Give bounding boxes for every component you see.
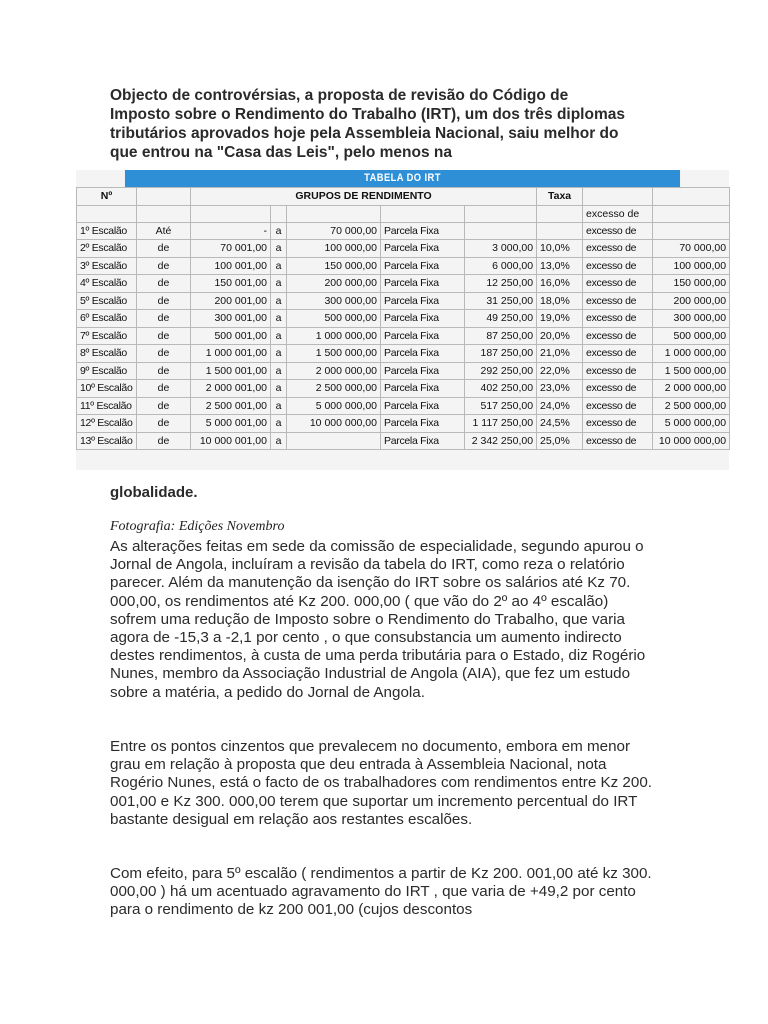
row-excess-value: 10 000 000,00 <box>653 432 730 450</box>
row-a: a <box>271 275 287 293</box>
row-rate <box>537 222 583 240</box>
row-excess-value: 150 000,00 <box>653 275 730 293</box>
row-prep: Até <box>137 222 191 240</box>
row-parcela-value: 292 250,00 <box>465 362 537 380</box>
row-a: a <box>271 362 287 380</box>
row-from: 10 000 001,00 <box>191 432 271 450</box>
row-rate: 19,0% <box>537 310 583 328</box>
row-excess-label: excesso de <box>583 292 653 310</box>
header-no: Nº <box>77 188 137 206</box>
row-from: 150 001,00 <box>191 275 271 293</box>
row-a: a <box>271 240 287 258</box>
row-from: 2 500 001,00 <box>191 397 271 415</box>
row-parcela-fixa: Parcela Fixa <box>381 345 465 363</box>
row-excess-value: 2 500 000,00 <box>653 397 730 415</box>
row-excess-value: 1 500 000,00 <box>653 362 730 380</box>
row-excess-label: excesso de <box>583 327 653 345</box>
row-escalao: 7º Escalão <box>77 327 137 345</box>
row-rate: 16,0% <box>537 275 583 293</box>
table-row <box>77 432 730 450</box>
row-from: 2 000 001,00 <box>191 380 271 398</box>
row-prep: de <box>137 257 191 275</box>
blank-row-excess: excesso de <box>583 205 653 222</box>
row-excess-value: 5 000 000,00 <box>653 415 730 433</box>
row-escalao: 9º Escalão <box>77 362 137 380</box>
row-excess-value <box>653 222 730 240</box>
row-from: 5 000 001,00 <box>191 415 271 433</box>
row-excess-label: excesso de <box>583 415 653 433</box>
row-from: 200 001,00 <box>191 292 271 310</box>
table-blank-row <box>77 205 730 222</box>
row-rate: 25,0% <box>537 432 583 450</box>
row-from: 70 001,00 <box>191 240 271 258</box>
row-from: 100 001,00 <box>191 257 271 275</box>
row-to: 300 000,00 <box>287 292 381 310</box>
row-parcela-fixa: Parcela Fixa <box>381 257 465 275</box>
row-parcela-fixa: Parcela Fixa <box>381 292 465 310</box>
article-headline: Objecto de controvérsias, a proposta de revisão do Código de Imposto sobre o Rendimento do Trabalho (IRT), um dos três diplomas tributários aprovados hoje pela Assembleia Nacional, saiu melhor do que entrou na "Casa das Leis", pelo menos na <box>110 87 625 161</box>
row-escalao: 3º Escalão <box>77 257 137 275</box>
row-excess-label: excesso de <box>583 380 653 398</box>
row-rate: 13,0% <box>537 257 583 275</box>
row-prep: de <box>137 275 191 293</box>
row-parcela-fixa: Parcela Fixa <box>381 380 465 398</box>
row-parcela-value <box>465 222 537 240</box>
row-parcela-value: 1 117 250,00 <box>465 415 537 433</box>
header-taxa: Taxa <box>537 188 583 206</box>
row-parcela-value: 12 250,00 <box>465 275 537 293</box>
table-row <box>77 415 730 433</box>
table-header-row <box>77 188 730 206</box>
headline-tail: globalidade. <box>110 484 198 501</box>
row-prep: de <box>137 327 191 345</box>
row-escalao: 8º Escalão <box>77 345 137 363</box>
row-parcela-fixa: Parcela Fixa <box>381 240 465 258</box>
row-a: a <box>271 292 287 310</box>
table-row <box>77 275 730 293</box>
row-to: 200 000,00 <box>287 275 381 293</box>
row-rate: 22,0% <box>537 362 583 380</box>
row-excess-value: 70 000,00 <box>653 240 730 258</box>
row-excess-value: 100 000,00 <box>653 257 730 275</box>
table-row <box>77 380 730 398</box>
row-parcela-value: 187 250,00 <box>465 345 537 363</box>
row-excess-label: excesso de <box>583 222 653 240</box>
table-row <box>77 240 730 258</box>
row-a: a <box>271 397 287 415</box>
row-excess-value: 1 000 000,00 <box>653 345 730 363</box>
table-row <box>77 345 730 363</box>
row-to: 1 000 000,00 <box>287 327 381 345</box>
table-row <box>77 222 730 240</box>
row-a: a <box>271 310 287 328</box>
paragraph: As alterações feitas em sede da comissão de especialidade, segundo apurou o Jornal de Angola, incluíram a revisão da tabela do IRT, como reza o relatório parecer. Além da manutenção da isenção do IRT sobre os salários até Kz 70. 000,00, os rendimentos até Kz 200. 000,00 ( que vão do 2º ao 4º escalão) sofrem uma redução de Imposto sobre o Rendimento do Trabalho, que varia agora de -15,3 a -2,1 por cento , o que consubstancia um aumento indirecto destes rendimentos, à custa de uma perda tributária para o Estado, diz Rogério Nunes, membro da Associação Industrial de Angola (AIA), que fez um estudo sobre a matéria, a pedido do Jornal de Angola. <box>110 538 646 701</box>
row-to <box>287 432 381 450</box>
irt-table-image <box>76 170 729 470</box>
row-excess-label: excesso de <box>583 345 653 363</box>
row-prep: de <box>137 380 191 398</box>
row-parcela-value: 3 000,00 <box>465 240 537 258</box>
row-parcela-value: 2 342 250,00 <box>465 432 537 450</box>
row-parcela-value: 6 000,00 <box>465 257 537 275</box>
row-a: a <box>271 257 287 275</box>
row-to: 150 000,00 <box>287 257 381 275</box>
row-excess-value: 300 000,00 <box>653 310 730 328</box>
irt-table <box>76 187 730 450</box>
row-from: 300 001,00 <box>191 310 271 328</box>
row-a: a <box>271 345 287 363</box>
row-excess-value: 200 000,00 <box>653 292 730 310</box>
row-escalao: 10º Escalão <box>77 380 137 398</box>
row-rate: 24,0% <box>537 397 583 415</box>
row-parcela-fixa: Parcela Fixa <box>381 432 465 450</box>
row-parcela-value: 87 250,00 <box>465 327 537 345</box>
paragraph: Com efeito, para 5º escalão ( rendimentos a partir de Kz 200. 001,00 até kz 300. 000,00 ) há um acentuado agravamento do IRT , que varia de +49,2 por cento para o rendimento de kz 200 001,00 (cujos descontos <box>110 865 652 919</box>
row-rate: 21,0% <box>537 345 583 363</box>
table-row <box>77 257 730 275</box>
table-row <box>77 310 730 328</box>
row-rate: 24,5% <box>537 415 583 433</box>
table-row <box>77 362 730 380</box>
row-escalao: 5º Escalão <box>77 292 137 310</box>
table-row <box>77 397 730 415</box>
row-parcela-fixa: Parcela Fixa <box>381 362 465 380</box>
table-row <box>77 292 730 310</box>
row-a: a <box>271 380 287 398</box>
row-from: 1 000 001,00 <box>191 345 271 363</box>
row-to: 2 000 000,00 <box>287 362 381 380</box>
row-rate: 18,0% <box>537 292 583 310</box>
row-escalao: 11º Escalão <box>77 397 137 415</box>
row-to: 10 000 000,00 <box>287 415 381 433</box>
row-parcela-value: 31 250,00 <box>465 292 537 310</box>
row-parcela-fixa: Parcela Fixa <box>381 222 465 240</box>
row-excess-value: 500 000,00 <box>653 327 730 345</box>
table-banner: TABELA DO IRT <box>125 170 680 187</box>
row-rate: 23,0% <box>537 380 583 398</box>
row-a: a <box>271 432 287 450</box>
row-rate: 10,0% <box>537 240 583 258</box>
row-parcela-fixa: Parcela Fixa <box>381 327 465 345</box>
row-parcela-fixa: Parcela Fixa <box>381 415 465 433</box>
row-excess-label: excesso de <box>583 310 653 328</box>
row-prep: de <box>137 397 191 415</box>
row-prep: de <box>137 310 191 328</box>
row-parcela-fixa: Parcela Fixa <box>381 397 465 415</box>
row-escalao: 4º Escalão <box>77 275 137 293</box>
row-parcela-value: 402 250,00 <box>465 380 537 398</box>
header-groups: GRUPOS DE RENDIMENTO <box>191 188 537 206</box>
row-to: 5 000 000,00 <box>287 397 381 415</box>
row-to: 500 000,00 <box>287 310 381 328</box>
row-prep: de <box>137 432 191 450</box>
row-to: 100 000,00 <box>287 240 381 258</box>
row-a: a <box>271 327 287 345</box>
row-prep: de <box>137 240 191 258</box>
row-from: 500 001,00 <box>191 327 271 345</box>
row-escalao: 12º Escalão <box>77 415 137 433</box>
row-parcela-fixa: Parcela Fixa <box>381 310 465 328</box>
row-parcela-value: 517 250,00 <box>465 397 537 415</box>
row-prep: de <box>137 362 191 380</box>
table-row <box>77 327 730 345</box>
row-a: a <box>271 415 287 433</box>
row-to: 70 000,00 <box>287 222 381 240</box>
row-prep: de <box>137 292 191 310</box>
row-excess-label: excesso de <box>583 275 653 293</box>
row-a: a <box>271 222 287 240</box>
row-excess-value: 2 000 000,00 <box>653 380 730 398</box>
photo-caption: Fotografia: Edições Novembro <box>110 519 285 534</box>
paragraph: Entre os pontos cinzentos que prevalecem no documento, embora em menor grau em relação à proposta que deu entrada à Assembleia Nacional, nota Rogério Nunes, está o facto de os trabalhadores com rendimentos entre Kz 200. 001,00 e Kz 300. 000,00 terem que suportar um incremento percentual do IRT bastante desigual em relação aos restantes escalões. <box>110 738 652 828</box>
row-from: - <box>191 222 271 240</box>
row-parcela-value: 49 250,00 <box>465 310 537 328</box>
row-escalao: 2º Escalão <box>77 240 137 258</box>
row-excess-label: excesso de <box>583 432 653 450</box>
row-excess-label: excesso de <box>583 240 653 258</box>
row-rate: 20,0% <box>537 327 583 345</box>
table-body <box>77 222 730 450</box>
row-escalao: 6º Escalão <box>77 310 137 328</box>
row-prep: de <box>137 415 191 433</box>
row-escalao: 13º Escalão <box>77 432 137 450</box>
row-excess-label: excesso de <box>583 257 653 275</box>
row-escalao: 1º Escalão <box>77 222 137 240</box>
row-excess-label: excesso de <box>583 362 653 380</box>
row-to: 1 500 000,00 <box>287 345 381 363</box>
row-prep: de <box>137 345 191 363</box>
row-parcela-fixa: Parcela Fixa <box>381 275 465 293</box>
row-from: 1 500 001,00 <box>191 362 271 380</box>
row-to: 2 500 000,00 <box>287 380 381 398</box>
row-excess-label: excesso de <box>583 397 653 415</box>
